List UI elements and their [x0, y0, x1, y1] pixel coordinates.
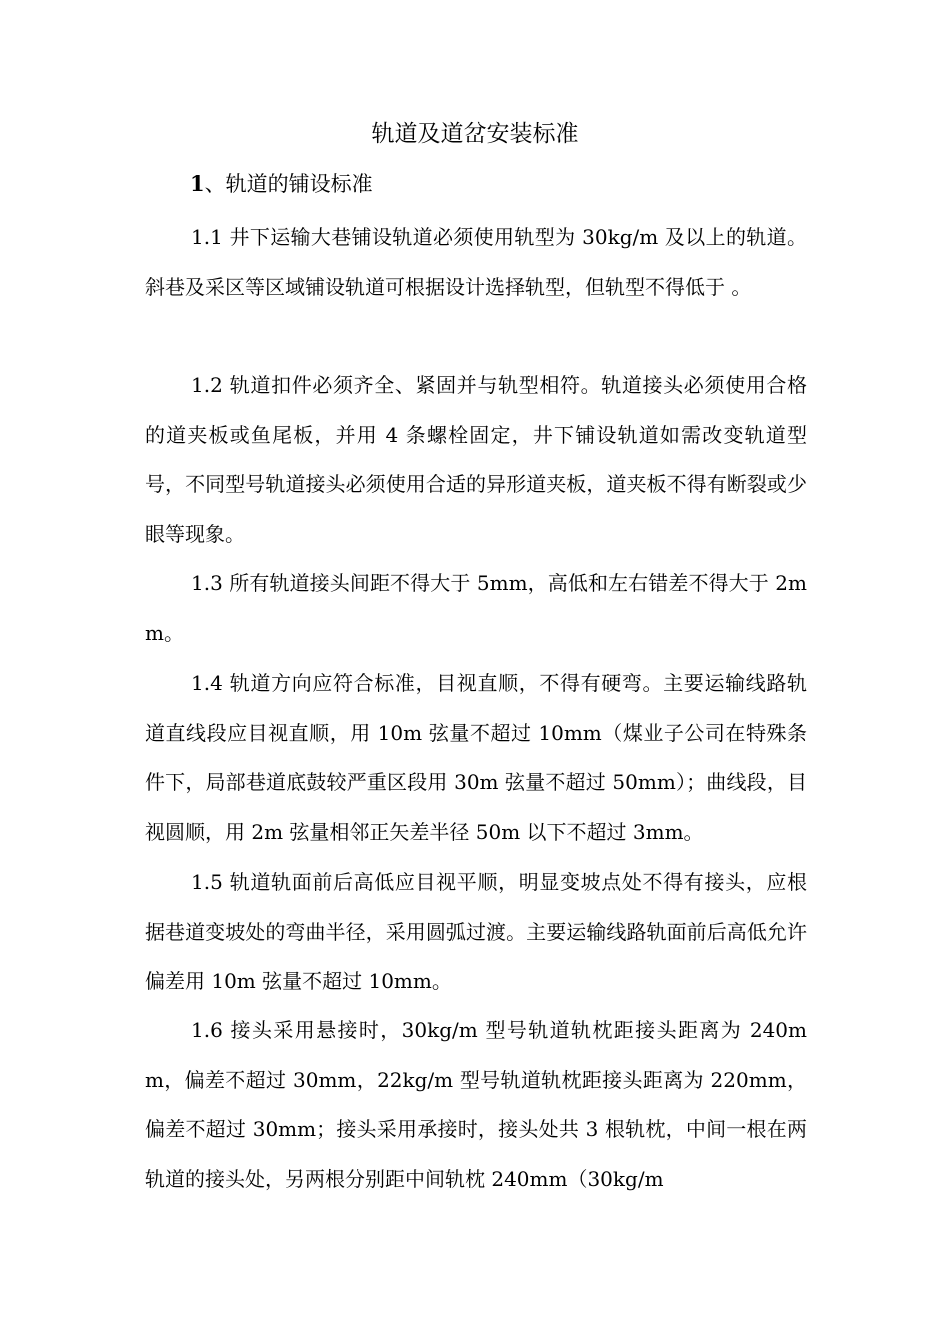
page-title: 轨道及道岔安装标准	[371, 121, 579, 147]
paragraph-text: 1.2 轨道扣件必须齐全、紧固并与轨型相符。轨道接头必须使用合格的道夹板或鱼尾板，并用 4 条螺栓固定，井下铺设轨道如需改变轨道型号，不同型号轨道接头必须使用合适的异形道夹板，道夹板不得有断裂或少眼等现象。	[145, 373, 807, 546]
section-title: 、轨道的铺设标准	[204, 172, 373, 196]
paragraph-1-2	[145, 361, 807, 559]
paragraph-1-6	[145, 1006, 807, 1204]
paragraph-text: 1.4 轨道方向应符合标准，目视直顺，不得有硬弯。主要运输线路轨道直线段应目视直顺，用 10m 弦量不超过 10mm（煤业子公司在特殊条件下，局部巷道底鼓较严重区段用 30m 弦量不超过 50mm）；曲线段，目视圆顺，用 2m 弦量相邻正矢差半径 50m 以下不超过 3mm。	[145, 671, 807, 844]
paragraph-text: 1.1 井下运输大巷铺设轨道必须使用轨型为 30kg/m 及以上的轨道。斜巷及采区等区域铺设轨道可根据设计选择轨型，但轨型不得低于 。	[145, 225, 807, 299]
paragraph-text: 1.3 所有轨道接头间距不得大于 5mm，高低和左右错差不得大于 2mm。	[145, 571, 807, 645]
paragraph-text: 1.5 轨道轨面前后高低应目视平顺，明显变坡点处不得有接头，应根据巷道变坡处的弯曲半径，采用圆弧过渡。主要运输线路轨面前后高低允许偏差用 10m 弦量不超过 10mm。	[145, 870, 807, 993]
paragraph-1-1	[145, 213, 807, 312]
paragraph-1-3	[145, 559, 807, 658]
paragraph-1-5	[145, 858, 807, 1007]
paragraph-1-4	[145, 659, 807, 857]
paragraph-text: 1.6 接头采用悬接时，30kg/m 型号轨道轨枕距接头距离为 240mm，偏差不超过 30mm，22kg/m 型号轨道轨枕距接头距离为 220mm，偏差不超过 30mm；接头采用承接时，接头处共 3 根轨枕，中间一根在两轨道的接头处，另两根分别距中间轨枕 240mm（30kg/m	[145, 1018, 807, 1191]
section-heading	[190, 164, 373, 204]
section-number: 1	[190, 171, 205, 196]
